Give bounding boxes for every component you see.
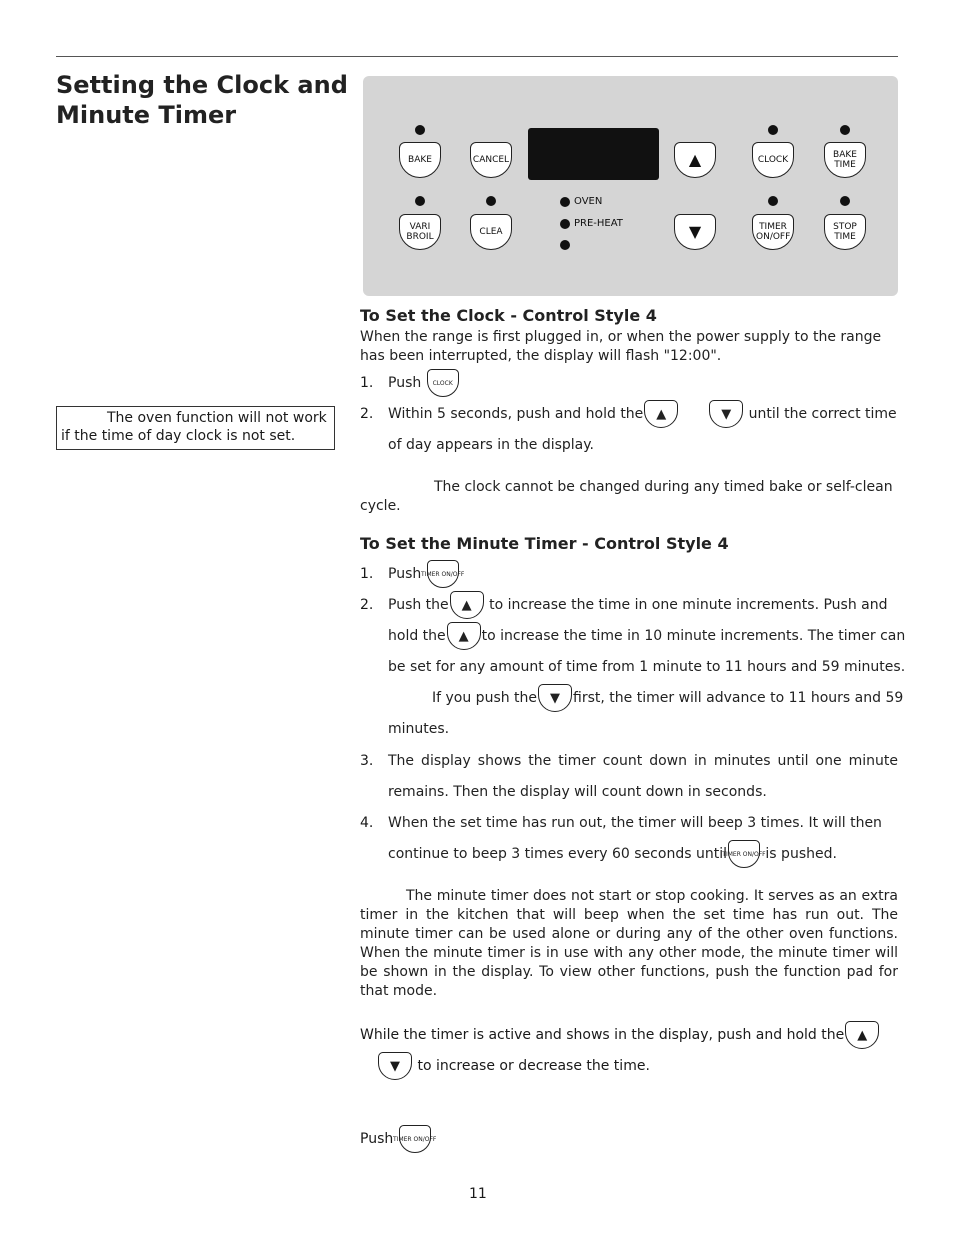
timer-key-icon: TIMER ON/OFF xyxy=(427,560,459,588)
timer-change-line2: ▼ to increase or decrease the time. xyxy=(377,1051,650,1082)
timer-step4-line1: When the set time has run out, the timer will beep 3 times. It will then xyxy=(388,815,882,831)
preheat-label: PRE-HEAT xyxy=(574,218,623,229)
down-arrow-key-icon: ▼ xyxy=(709,400,743,428)
top-rule xyxy=(56,56,898,57)
clock-step1-number: 1. xyxy=(360,375,374,391)
page-title: Setting the Clock and Minute Timer xyxy=(56,71,348,129)
down-arrow-key-icon: ▼ xyxy=(538,684,572,712)
timer-step1-number: 1. xyxy=(360,566,374,582)
clock-heading: To Set the Clock - Control Style 4 xyxy=(360,306,657,325)
clock-key-icon: CLOCK xyxy=(427,369,459,397)
timer-step4-number: 4. xyxy=(360,815,374,831)
down-arrow-pad: ▼ xyxy=(674,214,716,250)
timer-on-off-pad: TIMER ON/OFF xyxy=(752,214,794,250)
vari-broil-indicator-light xyxy=(415,196,425,206)
bake-indicator-light xyxy=(415,125,425,135)
timer-key-icon: TIMER ON/OFF xyxy=(399,1125,431,1153)
timer-cancel: Push TIMER ON/OFF xyxy=(360,1124,432,1155)
timer-step3: The display shows the timer count down in minutes until one minute remains. Then the display will count down in seconds. xyxy=(388,753,898,800)
up-arrow-key-icon: ▲ xyxy=(644,400,678,428)
timer-step2-line2: hold the ▲ to increase the time in 10 minute increments. The timer can xyxy=(388,621,905,652)
cancel-pad: CANCEL xyxy=(470,142,512,178)
timer-step2-line1: Push the ▲ to increase the time in one minute increments. Push and xyxy=(388,590,888,621)
up-arrow-pad: ▲ xyxy=(674,142,716,178)
oven-label: OVEN xyxy=(574,196,603,207)
vari-broil-pad: VARI BROIL xyxy=(399,214,441,250)
clock-step1: Push CLOCK xyxy=(388,368,460,399)
side-note: The oven function will not work if the time of day clock is not set. xyxy=(56,406,335,450)
status-light xyxy=(560,240,570,250)
timer-key-icon: TIMER ON/OFF xyxy=(728,840,760,868)
up-arrow-key-icon: ▲ xyxy=(447,622,481,650)
clean-pad: CLEA xyxy=(470,214,512,250)
clock-pad: CLOCK xyxy=(752,142,794,178)
bake-time-indicator-light xyxy=(840,125,850,135)
clock-intro: When the range is first plugged in, or when the power supply to the range has been interrupted, the display will flash "12:00". xyxy=(360,329,882,364)
timer-step4-line2: continue to beep 3 times every 60 seconds until TIMER ON/OFF is pushed. xyxy=(388,839,837,870)
timer-heading: To Set the Minute Timer - Control Style 4 xyxy=(360,534,729,553)
preheat-light xyxy=(560,219,570,229)
timer-step1: Push TIMER ON/OFF xyxy=(388,559,460,590)
timer-step3-number: 3. xyxy=(360,753,374,769)
clock-step2-number: 2. xyxy=(360,406,374,422)
down-arrow-key-icon: ▼ xyxy=(378,1052,412,1080)
clock-step2-line2: of day appears in the display. xyxy=(388,437,594,453)
timer-step2-number: 2. xyxy=(360,597,374,613)
stop-time-pad: STOP TIME xyxy=(824,214,866,250)
bake-time-pad: BAKE TIME xyxy=(824,142,866,178)
page-number: 11 xyxy=(469,1186,487,1202)
clean-indicator-light xyxy=(486,196,496,206)
up-arrow-key-icon: ▲ xyxy=(845,1021,879,1049)
oven-light xyxy=(560,197,570,207)
timer-note: The minute timer does not start or stop cooking. It serves as an extra timer in the kitchen that will beep when the set time has run out. The minute timer can be used alone or during any of the other oven functions. When the minute timer is in use with any other mode, the minute timer will be shown in the display. To view other functions, push the function pad for that mode. xyxy=(360,888,898,999)
timer-step2-line3: be set for any amount of time from 1 minute to 11 hours and 59 minutes. xyxy=(388,659,906,675)
timer-step2-line4: If you push the ▼ first, the timer will advance to 11 hours and 59 xyxy=(432,683,903,714)
stop-time-indicator-light xyxy=(840,196,850,206)
timer-change-line1: While the timer is active and shows in the display, push and hold the ▲ xyxy=(360,1020,880,1051)
panel-display xyxy=(528,128,659,180)
control-panel xyxy=(363,76,898,296)
clock-note: The clock cannot be changed during any timed bake or self-clean cycle. xyxy=(360,479,893,514)
timer-indicator-light xyxy=(768,196,778,206)
bake-pad: BAKE xyxy=(399,142,441,178)
up-arrow-key-icon: ▲ xyxy=(450,591,484,619)
clock-step2-line1: Within 5 seconds, push and hold the ▲ ▼ until the correct time xyxy=(388,399,898,430)
clock-indicator-light xyxy=(768,125,778,135)
timer-step2-line5: minutes. xyxy=(388,721,450,737)
